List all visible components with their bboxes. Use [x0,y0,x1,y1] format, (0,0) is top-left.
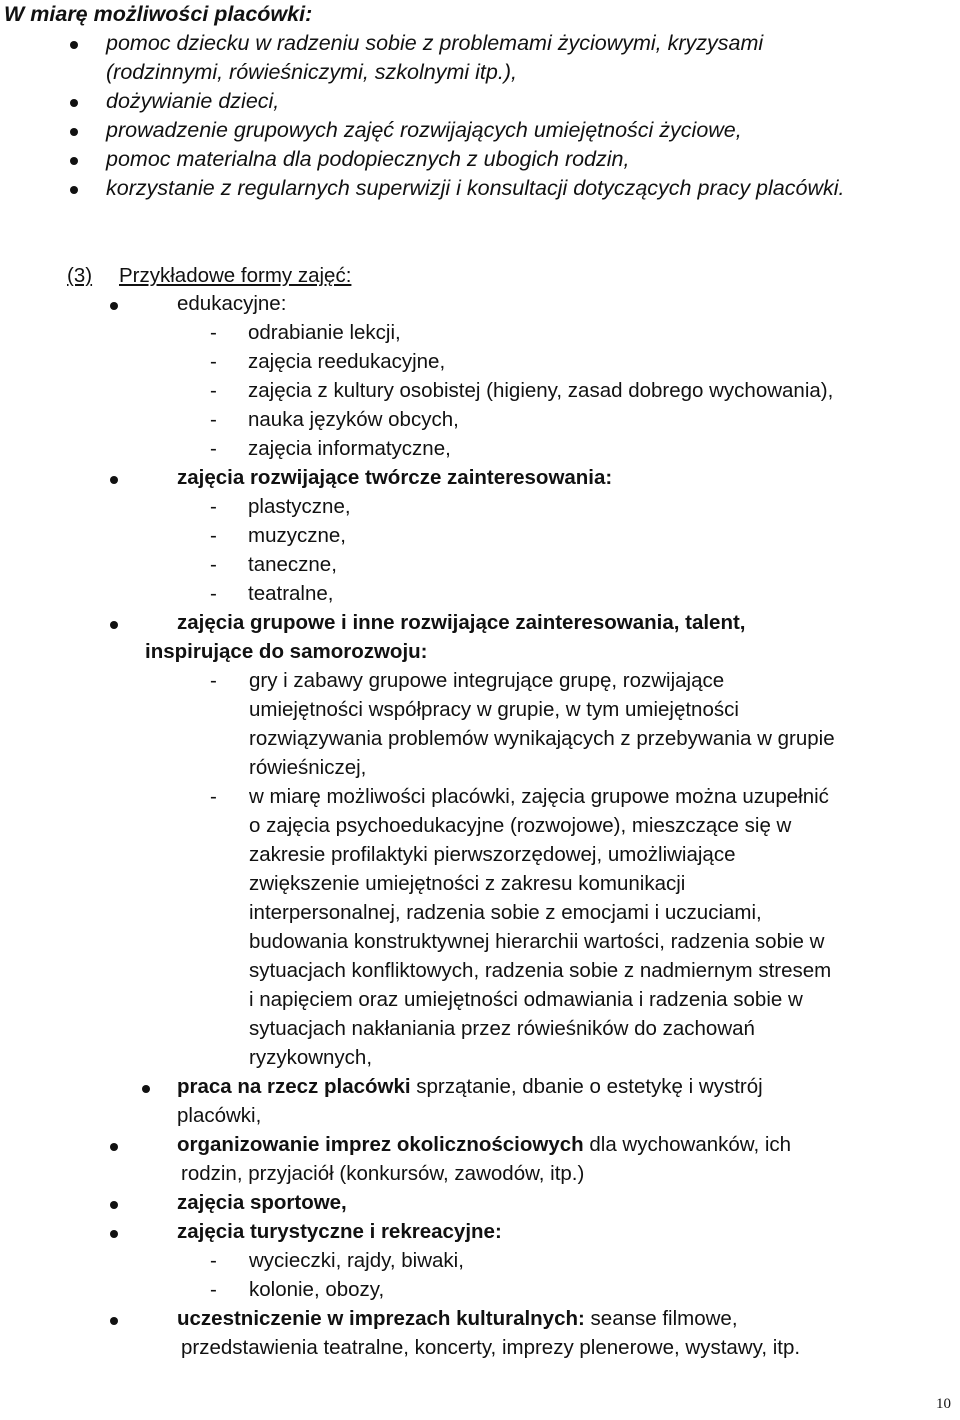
list-item-continuation: rodzin, przyjaciół (konkursów, zawodów, itp.) [181,1162,585,1185]
sub-item-continuation: umiejętności współpracy w grupie, w tym umiejętności [249,698,739,721]
dash: - [210,785,217,808]
list-item [177,1075,763,1099]
sub-item-continuation: sytuacjach nakłaniania przez rówieśników do zachowań [249,1017,755,1040]
list-item: pomoc materialna dla podopiecznych z ubogich rodzin, [106,147,630,171]
category-title: zajęcia sportowe, [177,1191,347,1214]
bullet-icon [70,99,78,107]
list-item: dożywianie dzieci, [106,89,280,113]
category-title: zajęcia turystyczne i rekreacyjne: [177,1220,502,1243]
bullet-icon [70,186,78,194]
list-item-continuation: (rodzinnymi, rówieśniczymi, szkolnymi itp.), [106,60,517,84]
sub-item: kolonie, obozy, [249,1278,385,1301]
category-title: edukacyjne: [177,292,287,315]
sub-item-continuation: o zajęcia psychoedukacyjne (rozwojowe), mieszczące się w [249,814,792,837]
dash: - [210,582,217,605]
sub-item: plastyczne, [248,495,351,518]
category-description: sprzątanie, dbanie o estetykę i wystrój [410,1075,763,1098]
sub-item-continuation: zakresie profilaktyki pierwszorzędowej, umożliwiające [249,843,736,866]
sub-item: taneczne, [248,553,337,576]
sub-item: muzyczne, [248,524,346,547]
dash: - [210,1249,217,1272]
dash: - [210,350,217,373]
bullet-icon [70,157,78,165]
bullet-icon [110,302,118,310]
bullet-icon [70,128,78,136]
sub-item-continuation: rówieśniczej, [249,756,367,779]
section-heading: Przykładowe formy zajęć: [119,264,352,287]
bullet-icon [110,1201,118,1209]
section-heading: W miarę możliwości placówki: [4,2,313,26]
bullet-icon [70,41,78,49]
dash: - [210,1278,217,1301]
dash: - [210,408,217,431]
dash: - [210,495,217,518]
list-item: korzystanie z regularnych superwizji i konsultacji dotyczących pracy placówki. [106,176,845,200]
bullet-icon [110,476,118,484]
category-description: dla wychowanków, ich [583,1133,792,1156]
list-item: pomoc dziecku w radzeniu sobie z problemami życiowymi, kryzysami [106,31,764,55]
sub-item-continuation: budowania konstruktywnej hierarchii wartości, radzenia sobie w [249,930,825,953]
dash: - [210,524,217,547]
dash: - [210,437,217,460]
sub-item-continuation: sytuacjach konfliktowych, radzenia sobie z nadmiernym stresem [249,959,832,982]
sub-item-continuation: ryzykownych, [249,1046,373,1069]
sub-item: odrabianie lekcji, [248,321,401,344]
list-item [177,1307,738,1331]
sub-item: teatralne, [248,582,334,605]
bullet-icon [142,1085,150,1093]
dash: - [210,321,217,344]
sub-item: zajęcia reedukacyjne, [248,350,446,373]
category-title: organizowanie imprez okolicznościowych [177,1133,584,1156]
sub-item: w miarę możliwości placówki, zajęcia grupowe można uzupełnić [249,785,829,808]
list-item [177,1133,791,1157]
category-title: zajęcia rozwijające twórcze zainteresowania: [177,466,613,489]
list-item: prowadzenie grupowych zajęć rozwijających umiejętności życiowe, [106,118,742,142]
sub-item: gry i zabawy grupowe integrujące grupę, rozwijające [249,669,725,692]
category-title: zajęcia grupowe i inne rozwijające zainteresowania, talent, [177,611,746,634]
dash: - [210,669,217,692]
dash: - [210,379,217,402]
sub-item-continuation: zwiększenie umiejętności z zakresu komunikacji [249,872,686,895]
category-description: seanse filmowe, [584,1307,738,1330]
list-item-continuation: placówki, [177,1104,262,1127]
list-item-continuation: przedstawienia teatralne, koncerty, imprezy plenerowe, wystawy, itp. [181,1336,801,1359]
dash: - [210,553,217,576]
category-title: uczestniczenie w imprezach kulturalnych: [177,1307,585,1330]
category-title: praca na rzecz placówki [177,1075,411,1098]
bullet-icon [110,1230,118,1238]
sub-item: nauka języków obcych, [248,408,459,431]
page-number: 10 [936,1396,951,1412]
bullet-icon [110,1317,118,1325]
bullet-icon [110,621,118,629]
sub-item-continuation: i napięciem oraz umiejętności odmawiania i radzenia sobie w [249,988,803,1011]
sub-item: wycieczki, rajdy, biwaki, [249,1249,464,1272]
bullet-icon [110,1143,118,1151]
category-title-continuation: inspirujące do samorozwoju: [145,640,428,663]
sub-item-continuation: rozwiązywania problemów wynikających z przebywania w grupie [249,727,835,750]
section-number: (3) [67,264,93,287]
sub-item: zajęcia z kultury osobistej (higieny, zasad dobrego wychowania), [248,379,834,402]
sub-item: zajęcia informatyczne, [248,437,451,460]
sub-item-continuation: interpersonalnej, radzenia sobie z emocjami i uczuciami, [249,901,762,924]
